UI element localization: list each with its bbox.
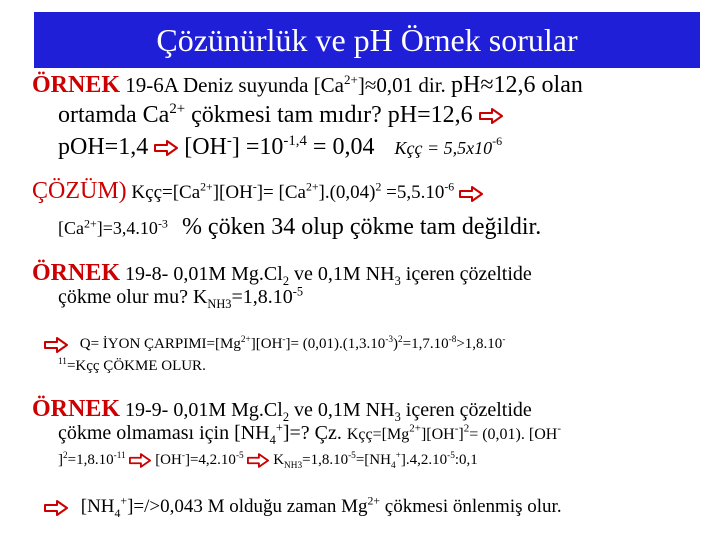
superscript: - bbox=[454, 422, 459, 435]
superscript: 11 bbox=[58, 357, 67, 367]
text: =[NH bbox=[355, 452, 391, 468]
subscript: 3 bbox=[394, 274, 401, 288]
text: =Kçç ÇÖKME OLUR. bbox=[66, 358, 206, 374]
text: ]=/>0,043 M olduğu zaman Mg bbox=[127, 496, 368, 517]
superscript: -5 bbox=[292, 284, 304, 299]
superscript: - bbox=[502, 335, 506, 345]
superscript: -6 bbox=[492, 134, 503, 148]
text: ].(0,04) bbox=[318, 182, 376, 203]
subscript: 3 bbox=[394, 410, 401, 424]
text: ].4,2.10 bbox=[400, 452, 448, 468]
text: ) bbox=[392, 336, 398, 352]
text: ][OH bbox=[420, 426, 455, 443]
superscript: -5 bbox=[447, 451, 455, 461]
superscript: 2+ bbox=[84, 216, 97, 231]
text: ]= [Ca bbox=[256, 182, 306, 203]
text: çökme olur mu? K bbox=[58, 286, 208, 308]
superscript: -6 bbox=[444, 180, 455, 194]
text: [Ca bbox=[58, 218, 84, 238]
example1-line2 bbox=[58, 102, 503, 129]
title-text: Çözünürlük ve pH Örnek sorular bbox=[156, 21, 578, 58]
superscript: 2+ bbox=[305, 180, 319, 194]
text: ]= (0,01).(1,3.10 bbox=[285, 336, 386, 352]
text: =1,7.10 bbox=[402, 336, 449, 352]
superscript: -3 bbox=[157, 216, 168, 231]
text: ]≈0,01 dir. bbox=[357, 73, 446, 97]
text: ortamda bbox=[58, 102, 137, 128]
superscript: 2 bbox=[375, 180, 382, 194]
right-arrow-icon bbox=[154, 140, 178, 156]
text: pH=12,6 bbox=[387, 102, 473, 128]
right-arrow-icon bbox=[459, 186, 483, 202]
superscript: 2+ bbox=[240, 335, 251, 345]
right-arrow-icon bbox=[44, 337, 68, 353]
text: [OH bbox=[184, 134, 227, 160]
text: =5,5.10 bbox=[386, 182, 445, 203]
superscript: -8 bbox=[448, 335, 457, 345]
example2-line4 bbox=[58, 358, 206, 375]
example2-heading: ÖRNEK bbox=[32, 260, 121, 286]
superscript: + bbox=[395, 451, 401, 461]
superscript: + bbox=[275, 420, 283, 435]
example3-line3 bbox=[58, 452, 478, 469]
text: çökmesi önlenmiş olur. bbox=[384, 496, 562, 517]
superscript: -1,4 bbox=[283, 133, 307, 149]
superscript: -11 bbox=[113, 451, 126, 461]
example1-line1 bbox=[32, 72, 583, 99]
superscript: - bbox=[557, 422, 561, 435]
text: K bbox=[273, 452, 285, 468]
example3-heading: ÖRNEK bbox=[32, 396, 121, 422]
superscript: 2+ bbox=[200, 180, 213, 194]
superscript: - bbox=[181, 451, 185, 461]
slide-title bbox=[34, 12, 700, 68]
solution-heading: ÇÖZÜM) bbox=[32, 178, 127, 204]
solution-line1 bbox=[32, 178, 483, 205]
text: ][OH bbox=[250, 336, 283, 352]
right-arrow-icon bbox=[44, 500, 68, 516]
text: Deniz suyunda [Ca bbox=[183, 73, 344, 97]
subscript: NH3 bbox=[284, 461, 303, 471]
superscript: 2 bbox=[463, 422, 470, 435]
superscript: 2 bbox=[397, 335, 403, 345]
superscript: 2+ bbox=[409, 422, 421, 435]
example3-line2 bbox=[58, 422, 561, 445]
text: Ca bbox=[142, 102, 170, 128]
superscript: - bbox=[282, 335, 286, 345]
text: çökme olmaması için [NH bbox=[58, 422, 270, 444]
right-arrow-icon bbox=[129, 453, 151, 468]
example1-heading: ÖRNEK bbox=[32, 72, 121, 98]
superscript: 2+ bbox=[343, 72, 358, 87]
example1-number: 19-6A bbox=[125, 73, 178, 97]
superscript: 2+ bbox=[367, 494, 381, 508]
subscript: 4 bbox=[390, 461, 396, 471]
text: ][OH bbox=[212, 182, 253, 203]
text: ] bbox=[458, 426, 464, 443]
superscript: 2+ bbox=[169, 101, 186, 117]
text: % çöken 34 olup çökme tam değildir. bbox=[181, 214, 542, 240]
text: = 0,04 bbox=[312, 134, 375, 160]
subscript: 2 bbox=[282, 274, 290, 288]
text: [OH bbox=[155, 452, 182, 468]
superscript: 2 bbox=[63, 451, 68, 461]
text: = (0,01). [OH bbox=[469, 426, 558, 443]
text: ve 0,1M NH bbox=[294, 399, 395, 421]
right-arrow-icon bbox=[479, 108, 503, 124]
subscript: 4 bbox=[269, 433, 276, 447]
text: =1,8.10 bbox=[67, 452, 114, 468]
example1-line3 bbox=[58, 134, 502, 161]
subscript: 4 bbox=[114, 506, 121, 520]
text: ve 0,1M NH bbox=[294, 263, 395, 285]
subscript: 2 bbox=[282, 410, 290, 424]
subscript: NH3 bbox=[207, 297, 232, 311]
text: Kçç = 5,5x10 bbox=[394, 138, 493, 158]
text: pOH=1,4 bbox=[58, 134, 149, 160]
example2-line1 bbox=[32, 260, 532, 287]
superscript: -5 bbox=[235, 451, 244, 461]
superscript: -3 bbox=[385, 335, 393, 345]
text: =1,8.10 bbox=[231, 286, 293, 308]
text: Kçç=[Mg bbox=[346, 426, 410, 443]
superscript: -5 bbox=[348, 451, 356, 461]
superscript: + bbox=[120, 494, 128, 508]
text: içeren çözeltide bbox=[405, 399, 532, 421]
example3-line1 bbox=[32, 396, 532, 423]
superscript: - bbox=[226, 133, 232, 149]
final-line bbox=[44, 496, 562, 518]
text: ] =10 bbox=[231, 134, 284, 160]
text: içeren çözeltide bbox=[405, 263, 532, 285]
example2-line2 bbox=[58, 286, 303, 309]
text: pH≈12,6 olan bbox=[451, 72, 583, 98]
text: Kçç=[Ca bbox=[131, 182, 201, 203]
text: =1,8.10 bbox=[302, 452, 349, 468]
text: ]=? Çz. bbox=[282, 422, 342, 444]
text: ] bbox=[58, 452, 63, 468]
superscript: - bbox=[252, 180, 257, 194]
text: Q= İYON ÇARPIMI=[Mg bbox=[79, 336, 241, 352]
text: [NH bbox=[80, 496, 115, 517]
example2-line3 bbox=[44, 336, 505, 353]
text: >1,8.10 bbox=[456, 336, 503, 352]
text: çökmesi tam mıdır? bbox=[191, 102, 382, 128]
solution-line2 bbox=[58, 214, 541, 241]
text: ]=4,2.10 bbox=[184, 452, 236, 468]
text: :0,1 bbox=[454, 452, 478, 468]
text: ]=3,4.10 bbox=[96, 218, 158, 238]
text: 19-9- 0,01M Mg.Cl bbox=[125, 399, 283, 421]
right-arrow-icon bbox=[247, 453, 269, 468]
text: 19-8- 0,01M Mg.Cl bbox=[125, 263, 283, 285]
